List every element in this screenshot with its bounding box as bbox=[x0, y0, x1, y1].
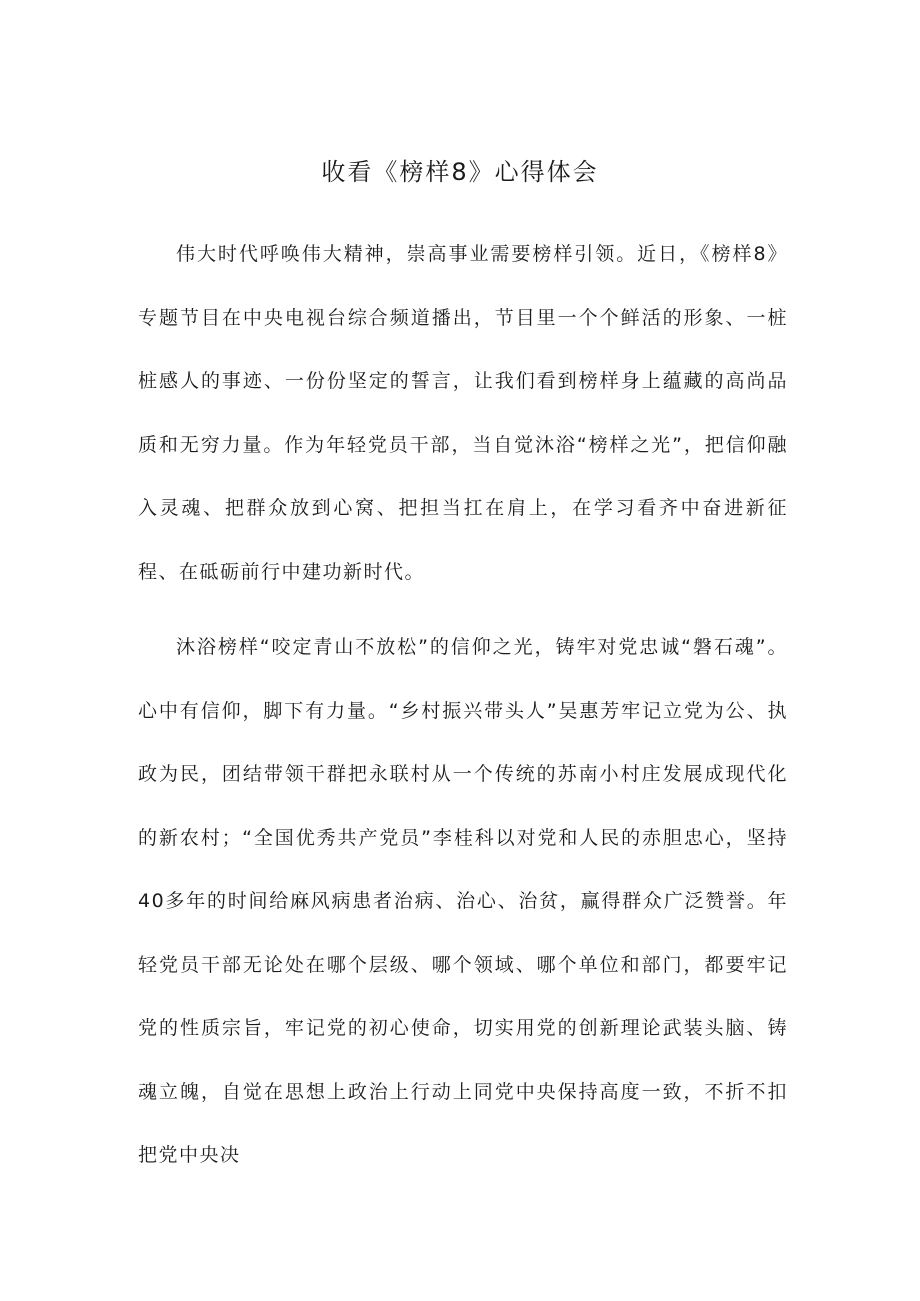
document-title: 收看《榜样8》心得体会 bbox=[321, 158, 599, 186]
paragraph-faith: 沐浴榜样“咬定青山不放松”的信仰之光，铸牢对党忠诚“磐石魂”。心中有信仰，脚下有力量。“乡村振兴带头人”吴惠芳牢记立党为公、执政为民，团结带领干群把永联村从一个传统的苏南小村庄发展成现代化的新农村；“全国优秀共产党员”李桂科以对党和人民的赤胆忠心，坚持40多年的时间给麻风病患者治病、治心、治贫，赢得群众广泛赞誉。年轻党员干部无论处在哪个层级、哪个领域、哪个单位和部门，都要牢记党的性质宗旨，牢记党的初心使命，切实用党的创新理论武装头脑、铸魂立魄，自觉在思想上政治上行动上同党中央保持高度一致，不折不扣把党中央决 bbox=[138, 636, 788, 1166]
paragraph-intro: 伟大时代呼唤伟大精神，崇高事业需要榜样引领。近日，《榜样8》专题节目在中央电视台综合频道播出，节目里一个个鲜活的形象、一桩桩感人的事迹、一份份坚定的誓言，让我们看到榜样身上蕴藏的高尚品质和无穷力量。作为年轻党员干部，当自觉沐浴“榜样之光”，把信仰融入灵魂、把群众放到心窝、把担当扛在肩上，在学习看齐中奋进新征程、在砥砺前行中建功新时代。 bbox=[138, 243, 788, 583]
